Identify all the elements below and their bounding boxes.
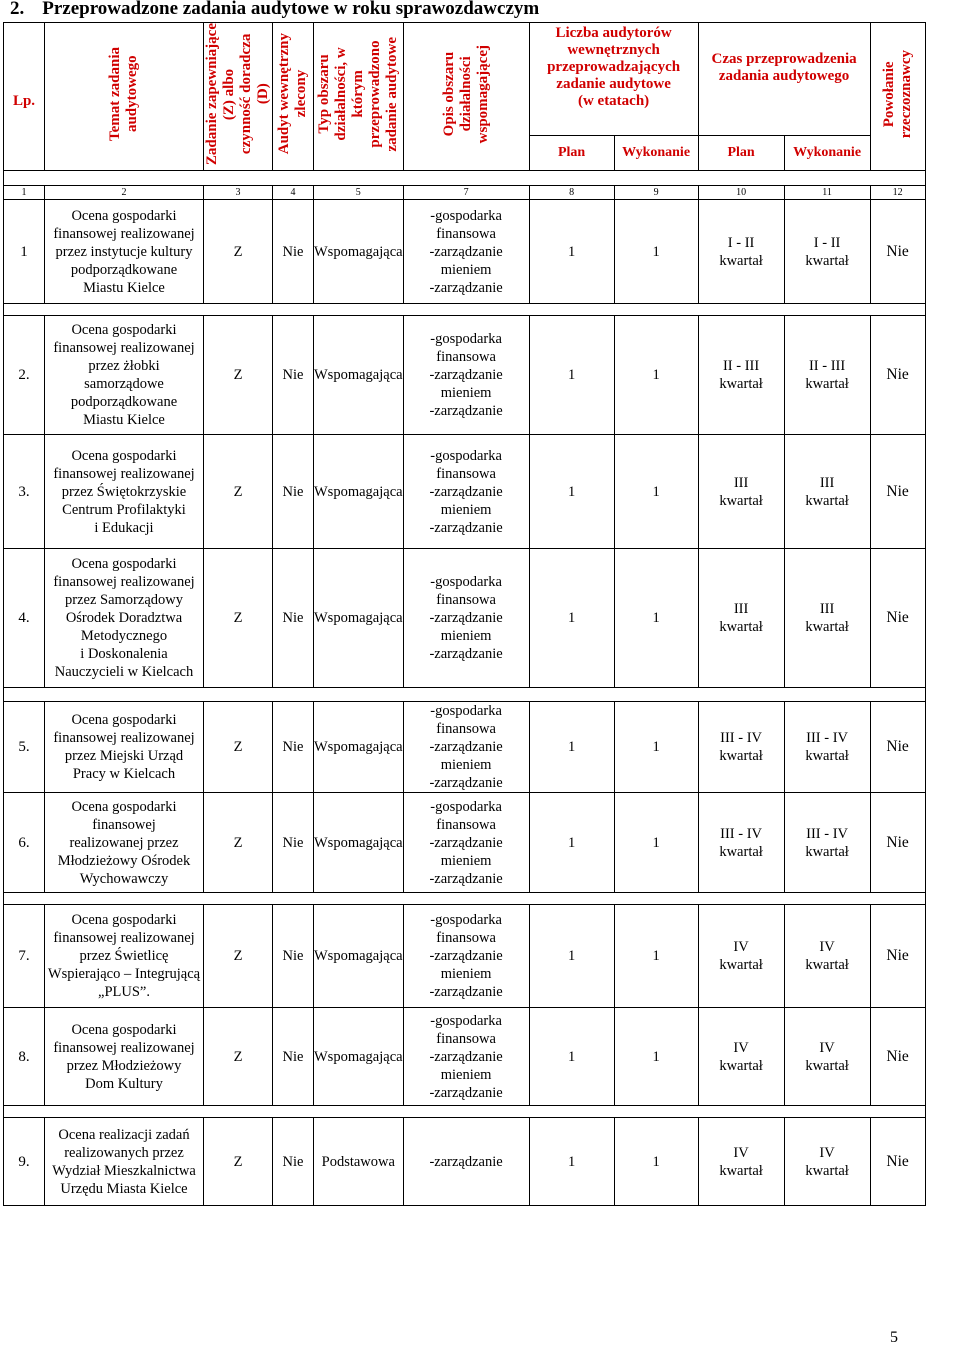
row-czas-wykonanie: IV kwartał: [784, 1008, 870, 1106]
row-audyt-zlecony: Nie: [273, 1008, 314, 1106]
row-opis-obszaru: -gospodarka finansowa -zarządzanie mieniem -zarządzanie: [403, 793, 529, 893]
header-wykonanie-2: Wykonanie: [784, 136, 870, 171]
header-plan-1: Plan: [529, 136, 614, 171]
row-rzeczoznawca: Nie: [870, 905, 925, 1008]
row-czas-plan: IV kwartał: [698, 1118, 784, 1206]
row-opis-obszaru: -gospodarka finansowa -zarządzanie mieniem -zarządzanie: [403, 200, 529, 304]
row-czas-plan: IV kwartał: [698, 905, 784, 1008]
row-czas-plan: II - III kwartał: [698, 316, 784, 435]
row-rzeczoznawca: Nie: [870, 1008, 925, 1106]
row-audytorzy-plan: 1: [529, 549, 614, 688]
row-opis-obszaru: -gospodarka finansowa -zarządzanie mieniem -zarządzanie: [403, 549, 529, 688]
column-number-row: [4, 186, 926, 200]
row-audytorzy-plan: 1: [529, 435, 614, 549]
row-czas-plan: III - IV kwartał: [698, 793, 784, 893]
row-czas-wykonanie: I - II kwartał: [784, 200, 870, 304]
row-audytorzy-wykonanie: 1: [614, 1118, 698, 1206]
row-lp: 7.: [4, 905, 45, 1008]
table-row: [4, 1118, 926, 1206]
audit-tasks-table: [3, 22, 926, 1206]
column-number: 9: [614, 186, 698, 200]
row-audytorzy-plan: 1: [529, 1118, 614, 1206]
section-heading: [10, 0, 539, 20]
row-audytorzy-plan: 1: [529, 316, 614, 435]
row-zapewniajace: Z: [204, 316, 273, 435]
row-audytorzy-plan: 1: [529, 1008, 614, 1106]
row-audytorzy-plan: 1: [529, 905, 614, 1008]
column-number: 8: [529, 186, 614, 200]
column-number: 4: [273, 186, 314, 200]
table-row: [4, 435, 926, 549]
row-opis-obszaru: -gospodarka finansowa -zarządzanie mieniem -zarządzanie: [403, 702, 529, 793]
row-temat: Ocena gospodarki finansowej realizowanej przez Młodzieżowy Dom Kultury: [45, 1008, 204, 1106]
row-audyt-zlecony: Nie: [273, 1118, 314, 1206]
table-row: [4, 793, 926, 893]
row-audytorzy-wykonanie: 1: [614, 435, 698, 549]
column-number: 5: [314, 186, 404, 200]
row-audytorzy-wykonanie: 1: [614, 1008, 698, 1106]
row-zapewniajace: Z: [204, 1118, 273, 1206]
row-czas-wykonanie: III kwartał: [784, 435, 870, 549]
row-zapewniajace: Z: [204, 1008, 273, 1106]
row-lp: 2.: [4, 316, 45, 435]
column-number: 2: [45, 186, 204, 200]
row-opis-obszaru: -gospodarka finansowa -zarządzanie mieniem -zarządzanie: [403, 316, 529, 435]
row-opis-obszaru: -zarządzanie: [403, 1118, 529, 1206]
header-opis-obszaru: Opis obszaru działalności wspomagającej: [403, 23, 529, 171]
table-row: [4, 200, 926, 304]
table-row: [4, 1008, 926, 1106]
column-number: 7: [403, 186, 529, 200]
row-czas-plan: III kwartał: [698, 435, 784, 549]
row-typ-obszaru: Wspomagająca: [314, 793, 404, 893]
header-plan-2: Plan: [698, 136, 784, 171]
row-typ-obszaru: Wspomagająca: [314, 702, 404, 793]
header-lp: Lp.: [4, 23, 45, 171]
row-typ-obszaru: Wspomagająca: [314, 435, 404, 549]
row-czas-wykonanie: II - III kwartał: [784, 316, 870, 435]
row-typ-obszaru: Wspomagająca: [314, 549, 404, 688]
row-typ-obszaru: Wspomagająca: [314, 1008, 404, 1106]
row-czas-wykonanie: IV kwartał: [784, 905, 870, 1008]
row-lp: 8.: [4, 1008, 45, 1106]
table-row: [4, 549, 926, 688]
header-audyt-zlecony: Audyt wewnętrzny zlecony: [273, 23, 314, 171]
row-audytorzy-wykonanie: 1: [614, 200, 698, 304]
row-zapewniajace: Z: [204, 793, 273, 893]
row-audyt-zlecony: Nie: [273, 549, 314, 688]
column-number: 1: [4, 186, 45, 200]
row-opis-obszaru: -gospodarka finansowa -zarządzanie mieniem -zarządzanie: [403, 905, 529, 1008]
row-czas-wykonanie: III - IV kwartał: [784, 702, 870, 793]
page-number: 5: [890, 1329, 898, 1346]
row-temat: Ocena gospodarki finansowej realizowanej przez Młodzieżowy Ośrodek Wychowawczy: [45, 793, 204, 893]
header-temat: Temat zadania audytowego: [45, 23, 204, 171]
row-temat: Ocena gospodarki finansowej realizowanej przez Świętokrzyskie Centrum Profilaktyki i Edukacji: [45, 435, 204, 549]
row-temat: Ocena gospodarki finansowej realizowanej przez Świetlicę Wspierająco – Integrującą „PLUS”.: [45, 905, 204, 1008]
header-liczba-audytorow: Liczba audytorów wewnętrznych przeprowadzających zadanie audytowe (w etatach): [529, 23, 698, 136]
row-audytorzy-wykonanie: 1: [614, 549, 698, 688]
row-temat: Ocena gospodarki finansowej realizowanej przez Miejski Urząd Pracy w Kielcach: [45, 702, 204, 793]
row-zapewniajace: Z: [204, 549, 273, 688]
row-czas-plan: I - II kwartał: [698, 200, 784, 304]
row-rzeczoznawca: Nie: [870, 200, 925, 304]
section-number: 2.: [10, 0, 25, 19]
row-rzeczoznawca: Nie: [870, 793, 925, 893]
header-powolanie: Powołanie rzeczoznawcy: [870, 23, 925, 171]
row-czas-wykonanie: III kwartał: [784, 549, 870, 688]
column-number: 3: [204, 186, 273, 200]
header-wykonanie-1: Wykonanie: [614, 136, 698, 171]
row-zapewniajace: Z: [204, 435, 273, 549]
table-row: [4, 702, 926, 793]
row-typ-obszaru: Wspomagająca: [314, 905, 404, 1008]
row-audytorzy-plan: 1: [529, 702, 614, 793]
row-lp: 5.: [4, 702, 45, 793]
row-czas-wykonanie: III - IV kwartał: [784, 793, 870, 893]
row-audytorzy-wykonanie: 1: [614, 793, 698, 893]
row-audytorzy-wykonanie: 1: [614, 316, 698, 435]
row-audytorzy-plan: 1: [529, 793, 614, 893]
row-audyt-zlecony: Nie: [273, 702, 314, 793]
row-lp: 3.: [4, 435, 45, 549]
column-number: 11: [784, 186, 870, 200]
row-czas-plan: III kwartał: [698, 549, 784, 688]
row-temat: Ocena gospodarki finansowej realizowanej przez Samorządowy Ośrodek Doradztwa Metodycznego i Doskonalenia Nauczycieli w Kielcach: [45, 549, 204, 688]
header-zapewniajace: Zadanie zapewniające (Z) albo czynność doradcza (D): [204, 23, 273, 171]
table-row: [4, 905, 926, 1008]
row-opis-obszaru: -gospodarka finansowa -zarządzanie mieniem -zarządzanie: [403, 435, 529, 549]
row-temat: Ocena realizacji zadań realizowanych przez Wydział Mieszkalnictwa Urzędu Miasta Kielce: [45, 1118, 204, 1206]
row-lp: 4.: [4, 549, 45, 688]
column-number: 12: [870, 186, 925, 200]
row-temat: Ocena gospodarki finansowej realizowanej przez żłobki samorządowe podporządkowane Miastu Kielce: [45, 316, 204, 435]
row-rzeczoznawca: Nie: [870, 316, 925, 435]
row-typ-obszaru: Wspomagająca: [314, 200, 404, 304]
header-row: [4, 23, 926, 136]
row-audyt-zlecony: Nie: [273, 793, 314, 893]
row-czas-plan: IV kwartał: [698, 1008, 784, 1106]
header-typ-obszaru: Typ obszaru działalności, w którym przeprowadzono zadanie audytowe: [314, 23, 404, 171]
row-temat: Ocena gospodarki finansowej realizowanej przez instytucje kultury podporządkowane Miastu Kielce: [45, 200, 204, 304]
row-czas-wykonanie: IV kwartał: [784, 1118, 870, 1206]
row-audytorzy-plan: 1: [529, 200, 614, 304]
row-opis-obszaru: -gospodarka finansowa -zarządzanie mieniem -zarządzanie: [403, 1008, 529, 1106]
row-rzeczoznawca: Nie: [870, 549, 925, 688]
row-audyt-zlecony: Nie: [273, 316, 314, 435]
row-zapewniajace: Z: [204, 702, 273, 793]
column-number: 10: [698, 186, 784, 200]
row-audyt-zlecony: Nie: [273, 435, 314, 549]
row-zapewniajace: Z: [204, 905, 273, 1008]
row-rzeczoznawca: Nie: [870, 1118, 925, 1206]
row-lp: 1: [4, 200, 45, 304]
row-czas-plan: III - IV kwartał: [698, 702, 784, 793]
row-zapewniajace: Z: [204, 200, 273, 304]
row-typ-obszaru: Podstawowa: [314, 1118, 404, 1206]
row-audyt-zlecony: Nie: [273, 200, 314, 304]
row-audytorzy-wykonanie: 1: [614, 702, 698, 793]
row-rzeczoznawca: Nie: [870, 435, 925, 549]
row-lp: 6.: [4, 793, 45, 893]
header-czas: Czas przeprowadzenia zadania audytowego: [698, 23, 870, 136]
row-audyt-zlecony: Nie: [273, 905, 314, 1008]
row-lp: 9.: [4, 1118, 45, 1206]
row-audytorzy-wykonanie: 1: [614, 905, 698, 1008]
row-rzeczoznawca: Nie: [870, 702, 925, 793]
section-title: Przeprowadzone zadania audytowe w roku sprawozdawczym: [42, 0, 540, 19]
table-row: [4, 316, 926, 435]
row-typ-obszaru: Wspomagająca: [314, 316, 404, 435]
